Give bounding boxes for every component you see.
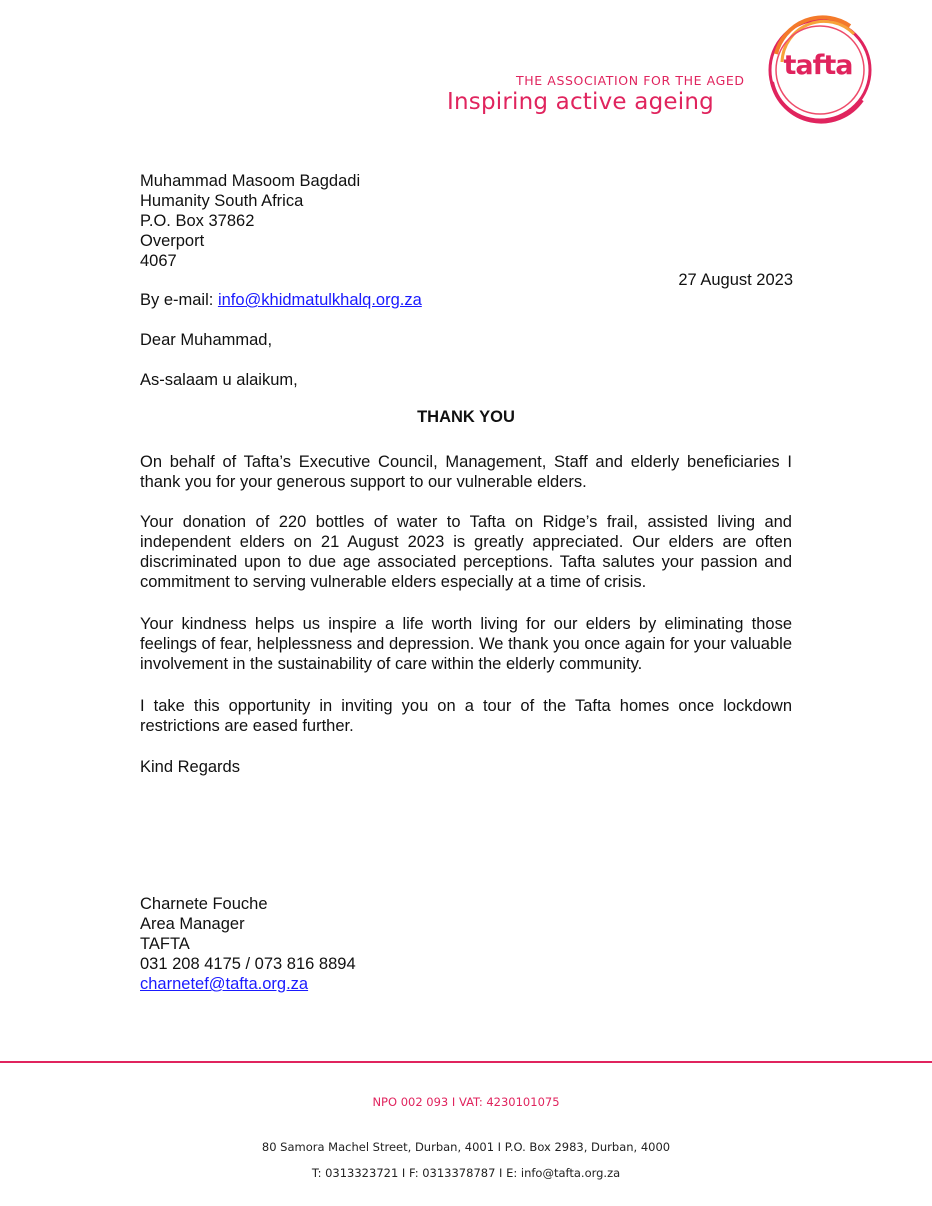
closing: Kind Regards [140,758,240,776]
recipient-code: 4067 [140,252,177,270]
paragraph-1: On behalf of Tafta’s Executive Council, Management, Staff and elderly beneficiaries I thank you for your generous support to our vulnerable elders. [140,453,792,491]
footer-address: 80 Samora Machel Street, Durban, 4001 I P.O. Box 2983, Durban, 4000 [261,1140,671,1154]
email-line [140,290,422,310]
email-label: By e-mail: [140,291,218,309]
paragraph-3: Your kindness helps us inspire a life worth living for our elders by eliminating those feelings of fear, helplessness and depression. We thank you once again for your valuable involvement in the sustainability of care within the elderly community. [140,615,792,673]
tagline-association: THE ASSOCIATION FOR THE AGED [516,73,745,88]
greeting: As-salaam u alaikum, [140,371,298,389]
salutation: Dear Muhammad, [140,331,273,349]
signature-email-link[interactable]: charnetef@tafta.org.za [140,975,309,993]
paragraph-4: I take this opportunity in inviting you on a tour of the Tafta homes once lockdown restrictions are eased further. [140,697,792,735]
signature-title: Area Manager [140,915,245,933]
footer-divider [0,1061,932,1063]
letter-heading: THANK YOU [417,408,515,426]
signature-name: Charnete Fouche [140,895,268,913]
signature-email [140,974,308,994]
tagline-inspiring: Inspiring active ageing [447,89,714,115]
logo-text: tafta [783,50,853,81]
footer-npo-vat: NPO 002 093 I VAT: 4230101075 [372,1095,560,1109]
footer-contact: T: 0313323721 I F: 0313378787 I E: info@tafta.org.za [311,1166,621,1180]
recipient-name: Muhammad Masoom Bagdadi [140,172,361,190]
tafta-logo [762,12,874,124]
recipient-organisation: Humanity South Africa [140,192,304,210]
recipient-po-box: P.O. Box 37862 [140,212,255,230]
recipient-area: Overport [140,232,205,250]
signature-phones: 031 208 4175 / 073 816 8894 [140,955,356,973]
signature-org: TAFTA [140,935,190,953]
recipient-email-link[interactable]: info@khidmatulkhalq.org.za [217,291,422,309]
paragraph-2: Your donation of 220 bottles of water to Tafta on Ridge’s frail, assisted living and independent elders on 21 August 2023 is greatly appreciated. Our elders are often discriminated upon to due age associated perceptions. Tafta salutes your passion and commitment to serving vulnerable elders especially at a time of crisis. [140,513,792,591]
letter-date: 27 August 2023 [678,271,793,289]
